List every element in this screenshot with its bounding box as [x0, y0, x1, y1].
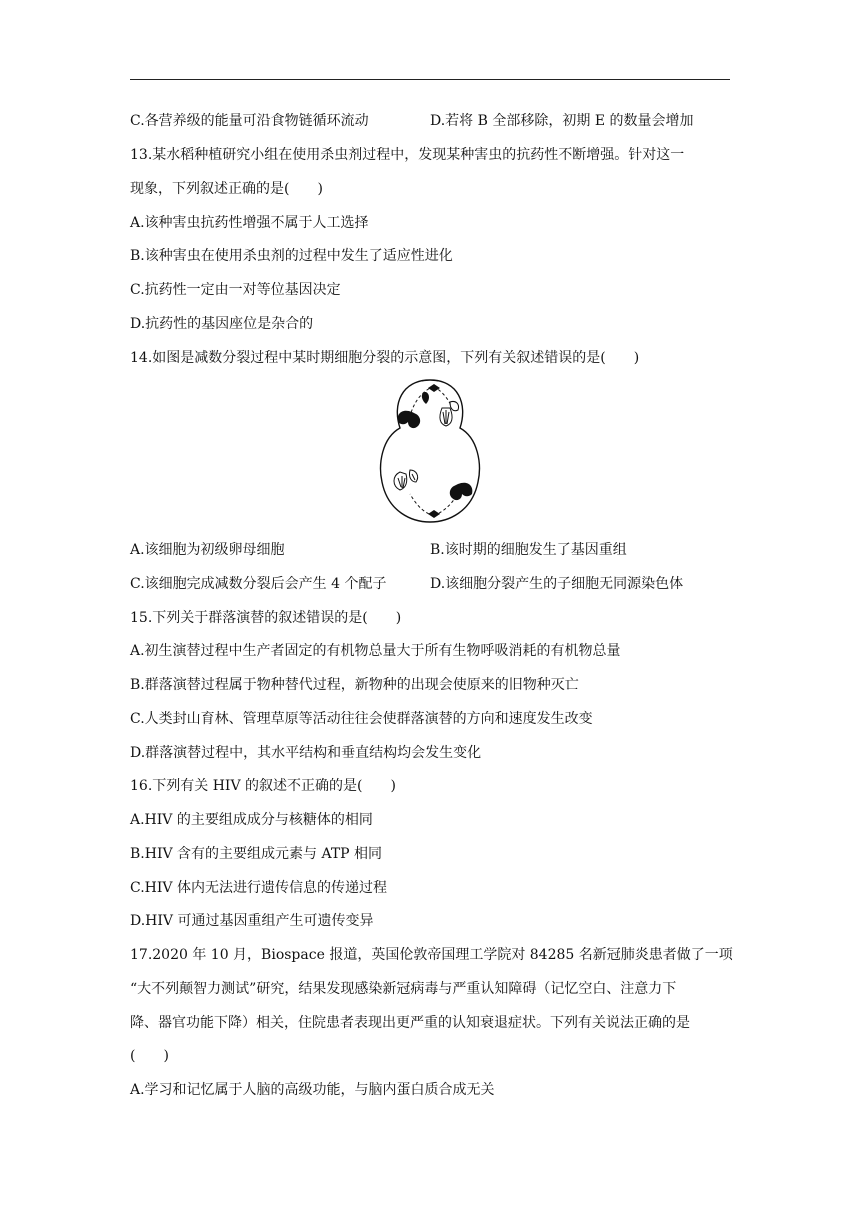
option-d-q15: D.群落演替过程中，其水平结构和垂直结构均会发生变化 — [130, 745, 482, 761]
question-16: 16.下列有关 HIV 的叙述不正确的是( ) — [130, 778, 396, 794]
option-d-q16: D.HIV 可通过基因重组产生可遗传变异 — [130, 913, 374, 929]
option-c-q13: C.抗药性一定由一对等位基因决定 — [130, 282, 341, 298]
option-c-q12: C.各营养级的能量可沿食物链循环流动 — [130, 113, 369, 129]
question-17-line-4: ( ) — [130, 1048, 169, 1064]
option-b-q14: B.该时期的细胞发生了基因重组 — [430, 542, 627, 558]
question-17-line-2: “大不列颠智力测试”研究，结果发现感染新冠病毒与严重认知障碍（记忆空白、注意力下 — [130, 981, 677, 997]
option-d-q14: D.该细胞分裂产生的子细胞无同源染色体 — [430, 576, 684, 592]
question-14: 14.如图是减数分裂过程中某时期细胞分裂的示意图，下列有关叙述错误的是( ) — [130, 350, 640, 366]
question-15: 15.下列关于群落演替的叙述错误的是( ) — [130, 610, 402, 626]
option-a-q14: A.该细胞为初级卵母细胞 — [130, 542, 285, 558]
question-13-line-1: 13.某水稻种植研究小组在使用杀虫剂过程中，发现某种害虫的抗药性不断增强。针对这一 — [130, 147, 685, 163]
option-c-q15: C.人类封山育林、管理草原等活动往往会使群落演替的方向和速度发生改变 — [130, 711, 593, 727]
option-a-q13: A.该种害虫抗药性增强不属于人工选择 — [130, 215, 369, 231]
option-a-q15: A.初生演替过程中生产者固定的有机物总量大于所有生物呼吸消耗的有机物总量 — [130, 643, 621, 659]
meiosis-cell-figure — [376, 378, 484, 524]
option-a-q17: A.学习和记忆属于人脑的高级功能，与脑内蛋白质合成无关 — [130, 1082, 495, 1098]
option-b-q15: B.群落演替过程属于物种替代过程，新物种的出现会使原来的旧物种灭亡 — [130, 677, 579, 693]
option-c-q16: C.HIV 体内无法进行遗传信息的传递过程 — [130, 880, 387, 896]
option-d-q13: D.抗药性的基因座位是杂合的 — [130, 316, 314, 332]
option-d-q12: D.若将 B 全部移除，初期 E 的数量会增加 — [430, 113, 694, 129]
header-rule — [130, 79, 730, 80]
question-17-line-1: 17.2020 年 10 月，Biospace 报道，英国伦敦帝国理工学院对 84285 名新冠肺炎患者做了一项 — [130, 947, 733, 963]
option-a-q16: A.HIV 的主要组成成分与核糖体的相同 — [130, 812, 373, 828]
option-c-q14: C.该细胞完成减数分裂后会产生 4 个配子 — [130, 576, 387, 592]
option-b-q16: B.HIV 含有的主要组成元素与 ATP 相同 — [130, 846, 383, 862]
option-b-q13: B.该种害虫在使用杀虫剂的过程中发生了适应性进化 — [130, 248, 453, 264]
question-17-line-3: 降、器官功能下降）相关，住院患者表现出更严重的认知衰退症状。下列有关说法正确的是 — [130, 1015, 690, 1031]
question-13-line-2: 现象，下列叙述正确的是( ) — [130, 181, 323, 197]
